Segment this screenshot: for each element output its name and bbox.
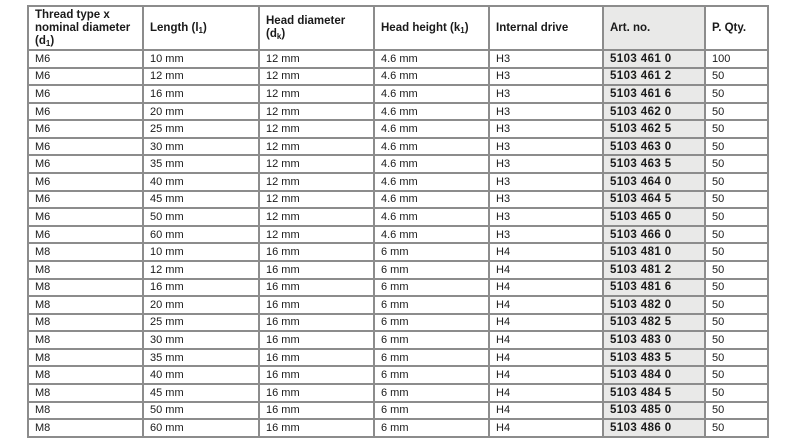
cell-pack-qty: 50 xyxy=(705,120,768,138)
header-subscript: 1 xyxy=(198,25,203,35)
table-row xyxy=(28,279,768,297)
cell-length: 40 mm xyxy=(143,366,259,384)
header-label-line: nominal diameter xyxy=(35,21,131,34)
cell-length: 25 mm xyxy=(143,120,259,138)
cell-head-diameter: 12 mm xyxy=(259,103,374,121)
cell-art-no: 5103 482 5 xyxy=(603,314,705,332)
cell-internal-drive: H3 xyxy=(489,226,603,244)
cell-pack-qty: 50 xyxy=(705,366,768,384)
cell-head-diameter: 12 mm xyxy=(259,68,374,86)
table-row xyxy=(28,402,768,420)
cell-head-diameter: 16 mm xyxy=(259,279,374,297)
cell-pack-qty: 50 xyxy=(705,173,768,191)
cell-length: 10 mm xyxy=(143,243,259,261)
cell-head-diameter: 16 mm xyxy=(259,314,374,332)
cell-head-diameter: 12 mm xyxy=(259,50,374,68)
cell-pack-qty: 50 xyxy=(705,155,768,173)
table-body xyxy=(28,50,768,437)
cell-pack-qty: 50 xyxy=(705,226,768,244)
header-subscript: k xyxy=(276,32,282,41)
cell-internal-drive: H3 xyxy=(489,208,603,226)
cell-internal-drive: H4 xyxy=(489,314,603,332)
cell-art-no: 5103 481 6 xyxy=(603,279,705,297)
header-label-part: Head diameter (d xyxy=(266,15,346,40)
table-row xyxy=(28,208,768,226)
cell-art-no: 5103 481 2 xyxy=(603,261,705,279)
cell-thread-type: M6 xyxy=(28,85,143,103)
cell-thread-type: M6 xyxy=(28,191,143,209)
cell-head-diameter: 16 mm xyxy=(259,349,374,367)
header-label-part: ) xyxy=(464,21,469,34)
col-header-head-height xyxy=(374,6,489,50)
cell-art-no: 5103 462 5 xyxy=(603,120,705,138)
cell-length: 20 mm xyxy=(143,103,259,121)
cell-internal-drive: H4 xyxy=(489,419,603,437)
cell-thread-type: M8 xyxy=(28,419,143,437)
cell-head-height: 6 mm xyxy=(374,366,489,384)
cell-length: 16 mm xyxy=(143,85,259,103)
cell-internal-drive: H4 xyxy=(489,349,603,367)
cell-head-diameter: 16 mm xyxy=(259,402,374,420)
table-row xyxy=(28,331,768,349)
col-header-pack-qty xyxy=(705,6,768,50)
cell-thread-type: M8 xyxy=(28,279,143,297)
header-label-part: (d xyxy=(35,34,46,47)
header-label: P. Qty. xyxy=(712,21,747,34)
cell-head-diameter: 12 mm xyxy=(259,208,374,226)
header-label-line xyxy=(35,35,136,48)
cell-head-diameter: 16 mm xyxy=(259,296,374,314)
cell-head-diameter: 16 mm xyxy=(259,331,374,349)
product-table xyxy=(27,5,769,438)
cell-internal-drive: H4 xyxy=(489,331,603,349)
cell-internal-drive: H4 xyxy=(489,384,603,402)
cell-thread-type: M8 xyxy=(28,314,143,332)
table-row xyxy=(28,155,768,173)
cell-head-height: 4.6 mm xyxy=(374,226,489,244)
header-label-part: Head height (k xyxy=(381,21,461,34)
cell-internal-drive: H4 xyxy=(489,279,603,297)
cell-internal-drive: H4 xyxy=(489,366,603,384)
cell-head-height: 4.6 mm xyxy=(374,120,489,138)
cell-thread-type: M8 xyxy=(28,402,143,420)
cell-internal-drive: H3 xyxy=(489,155,603,173)
cell-head-height: 6 mm xyxy=(374,279,489,297)
cell-pack-qty: 50 xyxy=(705,349,768,367)
cell-thread-type: M6 xyxy=(28,173,143,191)
cell-head-height: 4.6 mm xyxy=(374,103,489,121)
table-row xyxy=(28,120,768,138)
cell-pack-qty: 50 xyxy=(705,138,768,156)
cell-art-no: 5103 461 6 xyxy=(603,85,705,103)
cell-pack-qty: 50 xyxy=(705,279,768,297)
cell-art-no: 5103 464 0 xyxy=(603,173,705,191)
product-table-container xyxy=(27,5,769,438)
cell-art-no: 5103 461 2 xyxy=(603,68,705,86)
cell-head-height: 6 mm xyxy=(374,296,489,314)
cell-thread-type: M6 xyxy=(28,226,143,244)
cell-head-height: 6 mm xyxy=(374,331,489,349)
cell-thread-type: M6 xyxy=(28,103,143,121)
cell-art-no: 5103 466 0 xyxy=(603,226,705,244)
cell-internal-drive: H3 xyxy=(489,138,603,156)
cell-head-height: 6 mm xyxy=(374,314,489,332)
cell-head-diameter: 12 mm xyxy=(259,155,374,173)
cell-length: 60 mm xyxy=(143,419,259,437)
cell-head-height: 4.6 mm xyxy=(374,68,489,86)
table-row xyxy=(28,349,768,367)
cell-thread-type: M8 xyxy=(28,349,143,367)
col-header-head-diameter xyxy=(259,6,374,50)
cell-internal-drive: H4 xyxy=(489,261,603,279)
table-row xyxy=(28,366,768,384)
table-row xyxy=(28,296,768,314)
cell-thread-type: M8 xyxy=(28,296,143,314)
cell-length: 45 mm xyxy=(143,191,259,209)
header-subscript: 1 xyxy=(460,25,465,35)
cell-head-diameter: 12 mm xyxy=(259,85,374,103)
cell-length: 30 mm xyxy=(143,138,259,156)
cell-pack-qty: 50 xyxy=(705,331,768,349)
table-row xyxy=(28,226,768,244)
col-header-art-no xyxy=(603,6,705,50)
cell-art-no: 5103 463 5 xyxy=(603,155,705,173)
cell-head-diameter: 16 mm xyxy=(259,419,374,437)
header-label-part: ) xyxy=(203,21,207,34)
cell-length: 20 mm xyxy=(143,296,259,314)
table-row xyxy=(28,103,768,121)
cell-head-height: 4.6 mm xyxy=(374,85,489,103)
cell-head-height: 6 mm xyxy=(374,349,489,367)
cell-length: 12 mm xyxy=(143,68,259,86)
cell-internal-drive: H3 xyxy=(489,68,603,86)
cell-art-no: 5103 484 0 xyxy=(603,366,705,384)
cell-pack-qty: 100 xyxy=(705,50,768,68)
cell-head-diameter: 16 mm xyxy=(259,366,374,384)
cell-head-height: 4.6 mm xyxy=(374,208,489,226)
cell-head-diameter: 16 mm xyxy=(259,243,374,261)
cell-pack-qty: 50 xyxy=(705,103,768,121)
cell-thread-type: M6 xyxy=(28,68,143,86)
cell-internal-drive: H4 xyxy=(489,243,603,261)
cell-head-diameter: 16 mm xyxy=(259,261,374,279)
header-subscript: 1 xyxy=(45,38,51,48)
cell-thread-type: M6 xyxy=(28,138,143,156)
cell-art-no: 5103 485 0 xyxy=(603,402,705,420)
cell-length: 25 mm xyxy=(143,314,259,332)
cell-length: 10 mm xyxy=(143,50,259,68)
cell-pack-qty: 50 xyxy=(705,208,768,226)
cell-pack-qty: 50 xyxy=(705,296,768,314)
table-row xyxy=(28,50,768,68)
cell-internal-drive: H3 xyxy=(489,103,603,121)
cell-length: 12 mm xyxy=(143,261,259,279)
cell-internal-drive: H3 xyxy=(489,50,603,68)
cell-head-height: 4.6 mm xyxy=(374,191,489,209)
cell-length: 30 mm xyxy=(143,331,259,349)
cell-length: 50 mm xyxy=(143,208,259,226)
cell-art-no: 5103 481 0 xyxy=(603,243,705,261)
cell-internal-drive: H3 xyxy=(489,173,603,191)
cell-length: 60 mm xyxy=(143,226,259,244)
cell-length: 35 mm xyxy=(143,349,259,367)
cell-pack-qty: 50 xyxy=(705,68,768,86)
cell-thread-type: M8 xyxy=(28,243,143,261)
table-row xyxy=(28,173,768,191)
cell-head-height: 6 mm xyxy=(374,243,489,261)
cell-internal-drive: H4 xyxy=(489,296,603,314)
cell-head-height: 4.6 mm xyxy=(374,138,489,156)
cell-thread-type: M6 xyxy=(28,120,143,138)
cell-head-diameter: 16 mm xyxy=(259,384,374,402)
cell-art-no: 5103 462 0 xyxy=(603,103,705,121)
cell-head-diameter: 12 mm xyxy=(259,191,374,209)
cell-length: 45 mm xyxy=(143,384,259,402)
cell-length: 40 mm xyxy=(143,173,259,191)
cell-art-no: 5103 461 0 xyxy=(603,50,705,68)
cell-internal-drive: H3 xyxy=(489,191,603,209)
cell-head-height: 6 mm xyxy=(374,261,489,279)
cell-head-height: 4.6 mm xyxy=(374,155,489,173)
cell-pack-qty: 50 xyxy=(705,261,768,279)
table-row xyxy=(28,261,768,279)
cell-thread-type: M6 xyxy=(28,50,143,68)
col-header-internal-drive xyxy=(489,6,603,50)
cell-art-no: 5103 463 0 xyxy=(603,138,705,156)
cell-pack-qty: 50 xyxy=(705,384,768,402)
header-label: Art. no. xyxy=(610,21,651,34)
header-label-part: ) xyxy=(50,34,55,47)
cell-length: 35 mm xyxy=(143,155,259,173)
header-label: Internal drive xyxy=(496,21,569,34)
cell-pack-qty: 50 xyxy=(705,243,768,261)
cell-head-height: 4.6 mm xyxy=(374,173,489,191)
cell-art-no: 5103 486 0 xyxy=(603,419,705,437)
cell-pack-qty: 50 xyxy=(705,314,768,332)
cell-head-height: 6 mm xyxy=(374,384,489,402)
cell-head-diameter: 12 mm xyxy=(259,226,374,244)
cell-art-no: 5103 464 5 xyxy=(603,191,705,209)
col-header-length xyxy=(143,6,259,50)
cell-art-no: 5103 483 5 xyxy=(603,349,705,367)
cell-pack-qty: 50 xyxy=(705,419,768,437)
table-row xyxy=(28,85,768,103)
cell-art-no: 5103 483 0 xyxy=(603,331,705,349)
cell-length: 16 mm xyxy=(143,279,259,297)
cell-head-diameter: 12 mm xyxy=(259,138,374,156)
cell-pack-qty: 50 xyxy=(705,402,768,420)
cell-art-no: 5103 484 5 xyxy=(603,384,705,402)
cell-pack-qty: 50 xyxy=(705,85,768,103)
table-row xyxy=(28,138,768,156)
cell-art-no: 5103 482 0 xyxy=(603,296,705,314)
cell-head-diameter: 12 mm xyxy=(259,173,374,191)
cell-head-height: 6 mm xyxy=(374,419,489,437)
header-label-part: Length (l xyxy=(150,21,199,34)
cell-length: 50 mm xyxy=(143,402,259,420)
table-row xyxy=(28,314,768,332)
cell-thread-type: M8 xyxy=(28,261,143,279)
cell-art-no: 5103 465 0 xyxy=(603,208,705,226)
header-row xyxy=(28,6,768,50)
cell-thread-type: M8 xyxy=(28,331,143,349)
table-row xyxy=(28,384,768,402)
cell-head-diameter: 12 mm xyxy=(259,120,374,138)
cell-internal-drive: H4 xyxy=(489,402,603,420)
header-label-part: ) xyxy=(281,28,286,40)
cell-internal-drive: H3 xyxy=(489,85,603,103)
col-header-thread-type xyxy=(28,6,143,50)
cell-head-height: 6 mm xyxy=(374,402,489,420)
table-row xyxy=(28,243,768,261)
cell-thread-type: M6 xyxy=(28,208,143,226)
header-label-line: Thread type x xyxy=(35,8,110,21)
cell-thread-type: M8 xyxy=(28,384,143,402)
cell-internal-drive: H3 xyxy=(489,120,603,138)
cell-head-height: 4.6 mm xyxy=(374,50,489,68)
cell-pack-qty: 50 xyxy=(705,191,768,209)
table-row xyxy=(28,191,768,209)
cell-thread-type: M8 xyxy=(28,366,143,384)
table-row xyxy=(28,419,768,437)
cell-thread-type: M6 xyxy=(28,155,143,173)
table-row xyxy=(28,68,768,86)
